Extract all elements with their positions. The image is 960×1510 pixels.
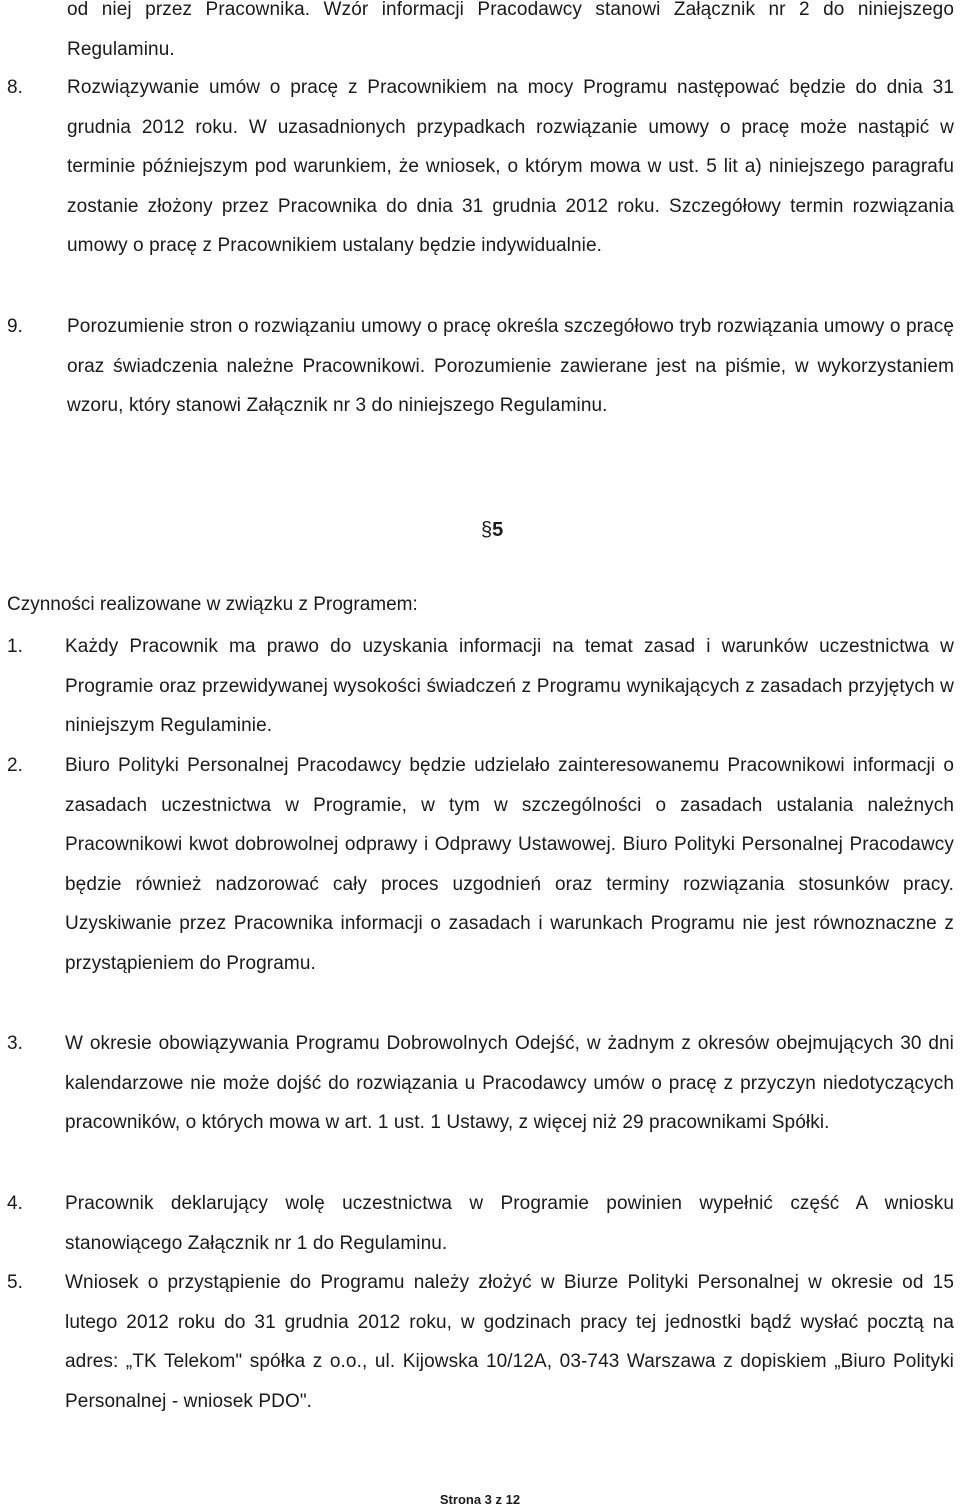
list-item-text: Pracownik deklarujący wolę uczestnictwa w Programie powinien wypełnić część A wniosku stanowiącego Załącznik nr 1 do Regulaminu. [65, 1193, 954, 1254]
section-title: Czynności realizowane w związku z Programem: [7, 594, 418, 615]
section-symbol: § [481, 519, 493, 541]
list-item-text: Wniosek o przystąpienie do Programu należy złożyć w Biurze Polityki Personalnej w okresie od 15 lutego 2012 roku do 31 grudnia 2012 roku, w godzinach pracy tej jednostki bądź wysłać pocztą na adres: „TK Telekom" spółka z o.o., ul. Kijowska 10/12A, 03-743 Warszawa z dopiskiem „Biuro Polityki Personalnej - wniosek PDO". [65, 1272, 954, 1412]
list-item-text: Porozumienie stron o rozwiązaniu umowy o pracę określa szczegółowo tryb rozwiązania umowy o pracę oraz świadczenia należne Pracownikowi. Porozumienie zawierane jest na piśmie, w wykorzystaniem wzoru, który stanowi Załącznik nr 3 do niniejszego Regulaminu. [67, 316, 954, 416]
page-footer: Strona 3 z 12 [439, 1492, 521, 1507]
list-item-text: Rozwiązywanie umów o pracę z Pracownikiem na mocy Programu następować będzie do dnia 31 grudnia 2012 roku. W uzasadnionych przypadkach rozwiązanie umowy o pracę może nastąpić w terminie późniejszym pod warunkiem, że wniosek, o którym mowa w ust. 5 lit a) niniejszego paragrafu zostanie złożony przez Pracownika do dnia 31 grudnia 2012 roku. Szczegółowy termin rozwiązania umowy o pracę z Pracownikiem ustalany będzie indywidualnie. [67, 77, 954, 256]
list-item-text: Każdy Pracownik ma prawo do uzyskania informacji na temat zasad i warunków uczestnictwa w Programie oraz przewidywanej wysokości świadczeń z Programu wynikających z zasadach przyjętych w niniejszym Regulaminie. [65, 636, 954, 736]
section-heading [481, 515, 503, 545]
list-item-text: Biuro Polityki Personalnej Pracodawcy będzie udzielało zainteresowanemu Pracownikowi informacji o zasadach uczestnictwa w Programie, w tym w szczególności o zasadach ustalania należnych Pracownikowi kwot dobrowolnej odprawy i Odprawy Ustawowej. Biuro Polityki Personalnej Pracodawcy będzie również nadzorować cały proces uzgodnień oraz terminy rozwiązania stosunków pracy. Uzyskiwanie przez Pracownika informacji o zasadach i warunkach Programu nie jest równoznaczne z przystąpieniem do Programu. [65, 755, 954, 974]
list-item-number: 5. [7, 1272, 23, 1293]
intro-paragraph: od niej przez Pracownika. Wzór informacji Pracodawcy stanowi Załącznik nr 2 do niniejszego Regulaminu. [67, 0, 954, 60]
list-item-number: 1. [7, 636, 23, 657]
list-item-number: 8. [7, 77, 23, 98]
list-item-number: 2. [7, 755, 23, 776]
section-number: 5 [492, 519, 504, 541]
list-item-number: 4. [7, 1193, 23, 1214]
list-item-number: 9. [7, 316, 23, 337]
list-item-text: W okresie obowiązywania Programu Dobrowolnych Odejść, w żadnym z okresów obejmujących 30 dni kalendarzowe nie może dojść do rozwiązania u Pracodawcy umów o pracę z przyczyn niedotyczących pracowników, o których mowa w art. 1 ust. 1 Ustawy, z więcej niż 29 pracownikami Spółki. [65, 1033, 954, 1133]
list-item-number: 3. [7, 1033, 23, 1054]
